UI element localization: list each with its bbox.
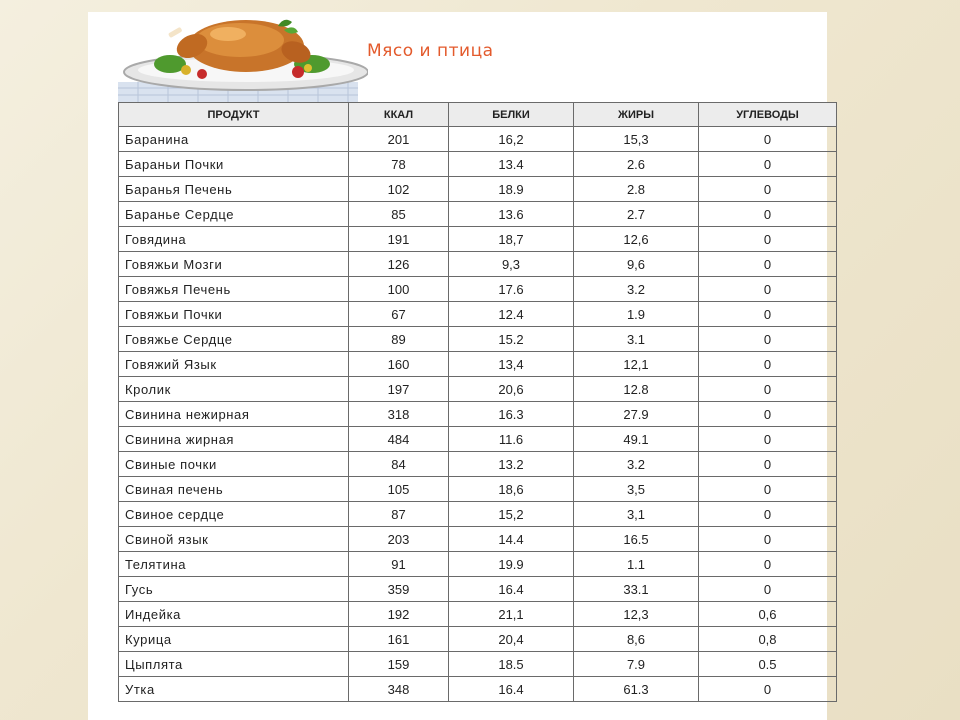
table-row (119, 402, 837, 427)
table-row (119, 652, 837, 677)
product-cell: Свинина нежирная (119, 402, 349, 427)
protein-cell: 18.9 (449, 177, 574, 202)
table-row (119, 152, 837, 177)
fat-cell: 27.9 (574, 402, 699, 427)
product-cell: Баранина (119, 127, 349, 152)
product-cell: Говяжьи Почки (119, 302, 349, 327)
column-header-carbs: УГЛЕВОДЫ (699, 103, 837, 127)
fat-cell: 12,6 (574, 227, 699, 252)
kcal-cell: 203 (349, 527, 449, 552)
kcal-cell: 67 (349, 302, 449, 327)
product-cell: Свиные почки (119, 452, 349, 477)
carbs-cell: 0 (699, 127, 837, 152)
table-row (119, 677, 837, 702)
carbs-cell: 0 (699, 477, 837, 502)
fat-cell: 3.1 (574, 327, 699, 352)
carbs-cell: 0 (699, 277, 837, 302)
protein-cell: 14.4 (449, 527, 574, 552)
carbs-cell: 0 (699, 527, 837, 552)
protein-cell: 21,1 (449, 602, 574, 627)
column-header-product: ПРОДУКТ (119, 103, 349, 127)
kcal-cell: 89 (349, 327, 449, 352)
product-cell: Свиной язык (119, 527, 349, 552)
product-cell: Кролик (119, 377, 349, 402)
product-cell: Цыплята (119, 652, 349, 677)
kcal-cell: 197 (349, 377, 449, 402)
protein-cell: 12.4 (449, 302, 574, 327)
document-page (88, 12, 827, 720)
kcal-cell: 85 (349, 202, 449, 227)
table-body (119, 127, 837, 702)
table-row (119, 127, 837, 152)
carbs-cell: 0 (699, 427, 837, 452)
protein-cell: 20,6 (449, 377, 574, 402)
product-cell: Курица (119, 627, 349, 652)
page-title: Мясо и птица (367, 41, 494, 61)
product-cell: Бараньи Почки (119, 152, 349, 177)
product-cell: Баранье Сердце (119, 202, 349, 227)
table-header (119, 103, 837, 127)
carbs-cell: 0,6 (699, 602, 837, 627)
protein-cell: 15.2 (449, 327, 574, 352)
kcal-cell: 359 (349, 577, 449, 602)
kcal-cell: 87 (349, 502, 449, 527)
table-row (119, 502, 837, 527)
carbs-cell: 0 (699, 302, 837, 327)
roast-chicken-illustration (108, 12, 368, 104)
carbs-cell: 0 (699, 577, 837, 602)
kcal-cell: 78 (349, 152, 449, 177)
protein-cell: 20,4 (449, 627, 574, 652)
protein-cell: 17.6 (449, 277, 574, 302)
table-row (119, 202, 837, 227)
protein-cell: 16,2 (449, 127, 574, 152)
protein-cell: 16.4 (449, 577, 574, 602)
kcal-cell: 160 (349, 352, 449, 377)
carbs-cell: 0 (699, 677, 837, 702)
kcal-cell: 84 (349, 452, 449, 477)
table-row (119, 477, 837, 502)
protein-cell: 18,6 (449, 477, 574, 502)
protein-cell: 16.3 (449, 402, 574, 427)
product-cell: Индейка (119, 602, 349, 627)
carbs-cell: 0 (699, 227, 837, 252)
table-row (119, 377, 837, 402)
kcal-cell: 484 (349, 427, 449, 452)
protein-cell: 18.5 (449, 652, 574, 677)
carbs-cell: 0 (699, 177, 837, 202)
nutrition-table (118, 102, 837, 702)
protein-cell: 13.6 (449, 202, 574, 227)
kcal-cell: 318 (349, 402, 449, 427)
table-row (119, 602, 837, 627)
fat-cell: 2.6 (574, 152, 699, 177)
table-row (119, 452, 837, 477)
column-header-kcal: ККАЛ (349, 103, 449, 127)
kcal-cell: 348 (349, 677, 449, 702)
fat-cell: 3.2 (574, 452, 699, 477)
protein-cell: 16.4 (449, 677, 574, 702)
fat-cell: 2.7 (574, 202, 699, 227)
fat-cell: 1.9 (574, 302, 699, 327)
carbs-cell: 0 (699, 252, 837, 277)
table-row (119, 527, 837, 552)
table-row (119, 252, 837, 277)
fat-cell: 49.1 (574, 427, 699, 452)
fat-cell: 3.2 (574, 277, 699, 302)
table-row (119, 577, 837, 602)
fat-cell: 1.1 (574, 552, 699, 577)
column-header-fat: ЖИРЫ (574, 103, 699, 127)
fat-cell: 15,3 (574, 127, 699, 152)
fat-cell: 16.5 (574, 527, 699, 552)
carbs-cell: 0 (699, 402, 837, 427)
fat-cell: 8,6 (574, 627, 699, 652)
protein-cell: 15,2 (449, 502, 574, 527)
table-row (119, 227, 837, 252)
kcal-cell: 161 (349, 627, 449, 652)
protein-cell: 13.4 (449, 152, 574, 177)
carbs-cell: 0.5 (699, 652, 837, 677)
product-cell: Говяжий Язык (119, 352, 349, 377)
kcal-cell: 191 (349, 227, 449, 252)
product-cell: Свинина жирная (119, 427, 349, 452)
fat-cell: 12.8 (574, 377, 699, 402)
table-row (119, 627, 837, 652)
fat-cell: 7.9 (574, 652, 699, 677)
kcal-cell: 105 (349, 477, 449, 502)
carbs-cell: 0 (699, 552, 837, 577)
kcal-cell: 126 (349, 252, 449, 277)
kcal-cell: 159 (349, 652, 449, 677)
protein-cell: 13.2 (449, 452, 574, 477)
table-row (119, 177, 837, 202)
table-row (119, 327, 837, 352)
protein-cell: 19.9 (449, 552, 574, 577)
carbs-cell: 0 (699, 377, 837, 402)
product-cell: Телятина (119, 552, 349, 577)
product-cell: Говядина (119, 227, 349, 252)
column-header-protein: БЕЛКИ (449, 103, 574, 127)
fat-cell: 3,1 (574, 502, 699, 527)
carbs-cell: 0 (699, 152, 837, 177)
kcal-cell: 102 (349, 177, 449, 202)
carbs-cell: 0 (699, 352, 837, 377)
fat-cell: 9,6 (574, 252, 699, 277)
protein-cell: 9,3 (449, 252, 574, 277)
fat-cell: 61.3 (574, 677, 699, 702)
kcal-cell: 201 (349, 127, 449, 152)
table-row (119, 277, 837, 302)
table-row (119, 302, 837, 327)
fat-cell: 12,3 (574, 602, 699, 627)
carbs-cell: 0,8 (699, 627, 837, 652)
fat-cell: 12,1 (574, 352, 699, 377)
fat-cell: 2.8 (574, 177, 699, 202)
product-cell: Говяжьи Мозги (119, 252, 349, 277)
carbs-cell: 0 (699, 327, 837, 352)
product-cell: Говяжья Печень (119, 277, 349, 302)
product-cell: Свиная печень (119, 477, 349, 502)
table-row (119, 552, 837, 577)
table-row (119, 427, 837, 452)
protein-cell: 18,7 (449, 227, 574, 252)
product-cell: Говяжье Сердце (119, 327, 349, 352)
kcal-cell: 100 (349, 277, 449, 302)
carbs-cell: 0 (699, 202, 837, 227)
table-row (119, 352, 837, 377)
fat-cell: 33.1 (574, 577, 699, 602)
kcal-cell: 192 (349, 602, 449, 627)
product-cell: Свиное сердце (119, 502, 349, 527)
product-cell: Гусь (119, 577, 349, 602)
protein-cell: 11.6 (449, 427, 574, 452)
carbs-cell: 0 (699, 452, 837, 477)
product-cell: Баранья Печень (119, 177, 349, 202)
product-cell: Утка (119, 677, 349, 702)
carbs-cell: 0 (699, 502, 837, 527)
kcal-cell: 91 (349, 552, 449, 577)
protein-cell: 13,4 (449, 352, 574, 377)
fat-cell: 3,5 (574, 477, 699, 502)
